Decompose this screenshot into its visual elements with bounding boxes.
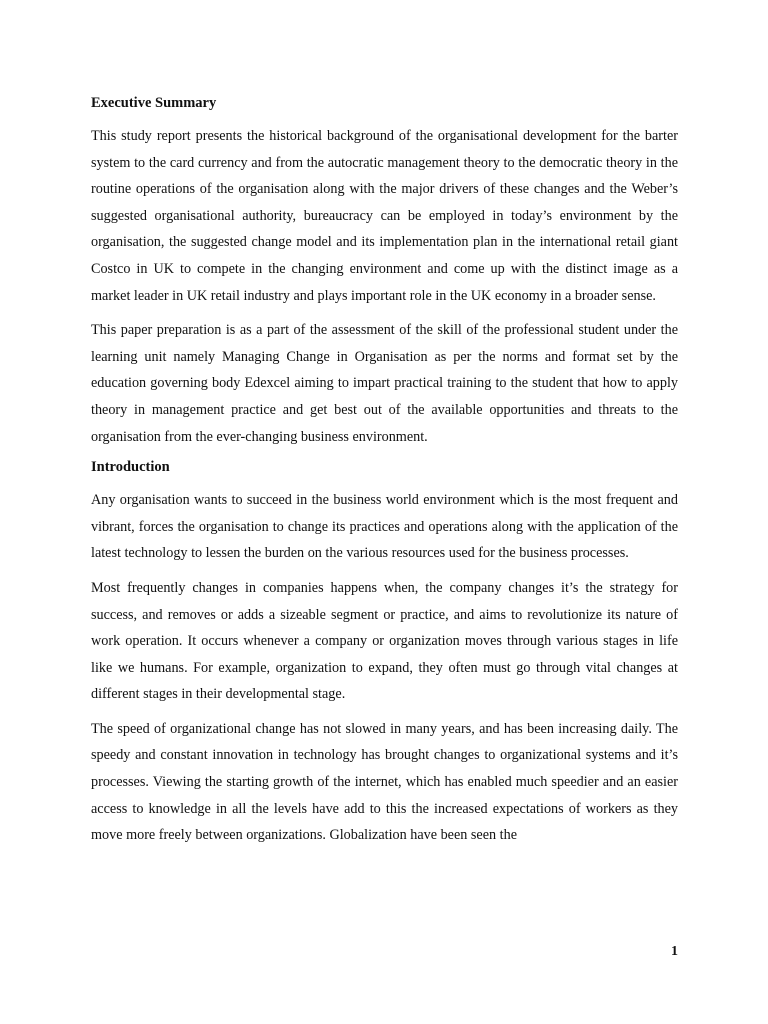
paragraph: The speed of organizational change has not slowed in many years, and has been increasing daily. The speedy and constant innovation in technology has brought changes to organizational systems and it’s processes. Viewing the starting growth of the internet, which has enabled much speedier and an easier access to knowledge in all the levels have add to this the increased expectations of workers as they move more freely between organizations. Globalization have been seen the [91, 720, 678, 844]
section-heading-introduction: Introduction [91, 459, 170, 476]
paragraph: This study report presents the historical background of the organisational development for the barter system to the card currency and from the autocratic management theory to the democratic theory in the routine operations of the organisation along with the major drivers of these changes and the Weber’s suggested organisational authority, bureaucracy can be employed in today’s environment by the organisation, the suggested change model and its implementation plan in the international retail giant Costco in UK to compete in the changing environment and come up with the distinct image as a market leader in UK retail industry and plays important role in the UK economy in a broader sense. [91, 128, 678, 304]
page-number: 1 [671, 944, 678, 959]
paragraph: This paper preparation is as a part of the assessment of the skill of the professional student under the learning unit namely Managing Change in Organisation as per the norms and format set by the education governing body Edexcel aiming to impart practical training to the student that how to apply theory in management practice and get best out of the available opportunities and threats to the organisation from the ever-changing business environment. [91, 322, 678, 445]
document-body [91, 94, 678, 857]
paragraph: Most frequently changes in companies happens when, the company changes it’s the strategy for success, and removes or adds a sizeable segment or practice, and aims to revolutionize its nature of work operation. It occurs whenever a company or organization moves through various stages in life like we humans. For example, organization to expand, they often must go through vital changes at different stages in their developmental stage. [91, 579, 678, 703]
section-heading-executive-summary: Executive Summary [91, 95, 217, 111]
paragraph: Any organisation wants to succeed in the business world environment which is the most frequent and vibrant, forces the organisation to change its practices and operations along with the application of the latest technology to lessen the burden on the various resources used for the business processes. [91, 492, 678, 562]
